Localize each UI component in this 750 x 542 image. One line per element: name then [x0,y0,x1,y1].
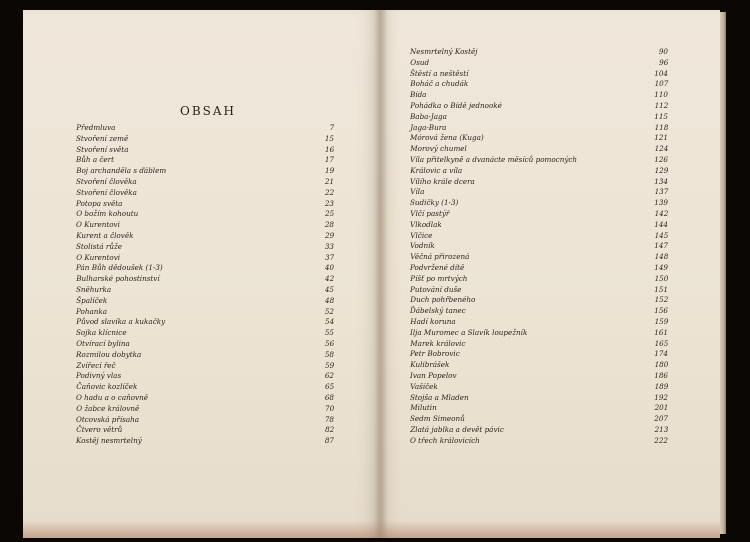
toc-entry-page-number: 134 [654,176,668,186]
toc-entry-title: Pán Bůh dědoušek (1-3) [76,263,163,273]
toc-entry-title: Stolistá růže [76,241,122,251]
toc-entry-page-number: 165 [654,338,669,348]
toc-entry-title: Špalíček [76,295,108,305]
toc-entry [410,209,668,220]
toc-entry [410,187,668,198]
toc-entry-page-number: 90 [658,47,668,56]
toc-entry [410,360,668,371]
toc-entry [410,328,668,339]
toc-entry [76,209,334,220]
toc-entry-title: Stojša a Mladen [410,392,469,402]
toc-entry [410,425,668,436]
toc-entry [76,371,334,382]
toc-entry-page-number: 121 [654,133,668,143]
toc-entry-page-number: 78 [324,414,334,424]
toc-entry-title: O Kurentovi [76,220,120,230]
toc-entry-page-number: 156 [654,306,668,316]
toc-entry-page-number: 19 [325,166,335,176]
toc-entry [410,69,668,80]
toc-entry [76,415,334,426]
toc-entry-title: Podivný vlas [76,371,122,381]
toc-entry-page-number: 213 [654,424,669,434]
toc-entry [410,371,668,382]
toc-entry [410,101,668,112]
toc-entry-title: Morový chumel [410,144,467,154]
toc-entry-page-number: 186 [654,370,668,380]
toc-entry-page-number: 159 [654,316,669,326]
toc-entry-title: Stvoření člověka [76,176,137,186]
toc-entry [410,177,668,188]
toc-entry-title: O hadu a o caňovně [76,392,148,402]
toc-entry [76,145,334,156]
toc-entry-title: Vílího krále dcera [410,176,475,186]
toc-entry-title: Ilja Muromec a Slavík loupežník [410,327,528,337]
toc-entry-page-number: 59 [325,360,335,370]
toc-entry [76,317,334,328]
toc-entry-page-number: 150 [654,273,669,283]
toc-entry-page-number: 107 [654,79,669,89]
toc-entry-page-number: 58 [324,349,334,359]
toc-entry-page-number: 149 [654,262,668,272]
toc-entry-title: Vašíček [410,381,438,391]
toc-entry-page-number: 147 [654,241,668,251]
toc-entry [76,199,334,210]
toc-entry-title: Hadí koruna [410,316,456,326]
toc-entry-title: Zvířecí řeč [76,360,116,370]
toc-entry-page-number: 42 [325,274,335,284]
toc-entry-page-number: 37 [325,252,335,262]
toc-entry [410,47,668,58]
toc-entry [410,274,668,285]
toc-entry [76,307,334,318]
toc-entry [410,123,668,134]
toc-entry [76,436,334,447]
toc-entry [410,285,668,296]
toc-entry-title: Štěstí a neštěstí [410,68,469,78]
toc-entry-title: Víla přitelkyně a dvanácte měsíců pomocných [410,154,578,164]
toc-entry-title: Boháč a chudák [410,79,469,89]
toc-entry-title: Věčná přirozená [410,252,470,262]
toc-entry-page-number: 40 [324,263,334,273]
toc-entry [410,58,668,69]
toc-entry [410,241,668,252]
toc-entry-page-number: 189 [654,381,669,391]
toc-entry-title: Píšť po mrtvých [410,273,468,283]
toc-entry-title: Královic a víla [410,165,463,175]
toc-entry-title: Předmluva [76,123,116,132]
toc-entry [410,155,668,166]
toc-entry [76,220,334,231]
toc-entry [410,263,668,274]
toc-entry [410,382,668,393]
toc-entry-title: Milutin [410,403,437,413]
toc-entry [410,198,668,209]
toc-entry-page-number: 25 [325,209,335,219]
toc-entry-title: Stvoření země [76,133,129,143]
toc-entry-title: Sedm Simeonů [410,414,465,424]
toc-entry [76,328,334,339]
toc-entry-title: Petr Bobrovic [410,349,460,359]
toc-entry-title: Vlčice [410,230,433,240]
toc-entry [410,112,668,123]
toc-entry [76,404,334,415]
toc-entry-page-number: 192 [654,392,668,402]
toc-entry-page-number: 174 [654,349,668,359]
toc-entry [410,306,668,317]
toc-entry-page-number: 21 [324,176,334,186]
toc-entry-title: Stvoření světa [76,144,129,154]
toc-entry [410,166,668,177]
toc-entry-title: Boj archanděla s ďáblem [76,166,167,176]
toc-entry-title: Kostěj nesmrtelný [76,436,142,446]
toc-entry-title: Vodník [410,241,435,251]
toc-entry [410,79,668,90]
toc-entry [410,90,668,101]
toc-entry-title: Ivan Popelov [410,370,457,380]
toc-entry [76,155,334,166]
toc-entry-page-number: 129 [654,165,669,175]
toc-entry-page-number: 29 [325,230,335,240]
toc-entry-page-number: 15 [324,133,334,143]
toc-entry [410,349,668,360]
toc-entry-title: Otcovská přísaha [76,414,140,424]
toc-entry-title: O třech královicích [410,435,480,445]
toc-entry-title: Pohádka o Bídě jednooké [410,100,502,110]
toc-entry-page-number: 144 [654,219,668,229]
toc-entry-page-number: 54 [325,317,335,327]
toc-entry-page-number: 87 [324,436,334,446]
toc-entry [410,231,668,242]
toc-entry-title: Pohanka [76,306,108,316]
toc-entry [76,231,334,242]
toc-entry-title: Nesmrtelný Kostěj [410,47,478,56]
toc-entry-page-number: 33 [324,241,334,251]
toc-entry [410,317,668,328]
toc-entry [76,134,334,145]
toc-entry [76,382,334,393]
toc-entry [410,339,668,350]
toc-entry-title: Bída [410,90,427,100]
toc-entry-page-number: 17 [324,155,334,165]
cover-edge [23,520,720,538]
toc-entry-title: Čaňovic kozlíček [76,382,138,392]
toc-entry [76,253,334,264]
toc-entry-title: Rozmilou dobytka [76,349,142,359]
toc-entry-page-number: 139 [654,198,668,208]
toc-entry-page-number: 22 [325,187,335,197]
toc-entry-title: Jaga-Bura [410,122,447,132]
toc-entry-page-number: 104 [654,68,668,78]
toc-entry-page-number: 28 [324,220,334,230]
toc-entry-page-number: 45 [324,284,334,294]
toc-entry [410,295,668,306]
toc-entry-title: Sojka klícnice [76,328,127,338]
toc-entry-page-number: 152 [654,295,669,305]
toc-entry-title: Kulibrášek [410,360,450,370]
toc-entry-title: Marek královic [410,338,466,348]
toc-entry [76,177,334,188]
toc-entry-page-number: 145 [654,230,669,240]
toc-entry-title: Vlkodlak [410,219,442,229]
toc-entry-page-number: 62 [324,371,334,381]
toc-entry [76,123,334,134]
toc-entry [76,350,334,361]
toc-entry-title: Stvoření člověka [76,187,137,197]
toc-entry-title: Ďábelský tanec [410,306,466,316]
toc-entry-title: Osud [410,57,430,67]
toc-entry-page-number: 126 [654,154,668,164]
toc-entry-page-number: 161 [654,327,668,337]
toc-entry-page-number: 7 [329,123,335,132]
toc-entry-title: Putování duše [410,284,462,294]
toc-entry-page-number: 55 [324,328,334,338]
toc-entry [76,242,334,253]
toc-entry-page-number: 48 [325,295,335,305]
toc-entry-page-number: 124 [654,144,669,154]
toc-entry-page-number: 82 [325,425,335,435]
toc-entry [76,296,334,307]
toc-entry [76,425,334,436]
toc-entry [76,339,334,350]
toc-entry-page-number: 68 [324,392,334,402]
toc-entry-title: Víla [410,187,425,197]
toc-entry-page-number: 52 [324,306,334,316]
toc-entry [76,263,334,274]
toc-entry [76,274,334,285]
toc-entry-title: Sudičky (1-3) [410,198,459,208]
toc-entry [410,220,668,231]
toc-entry-title: Vlčí pastýř [410,208,450,218]
contents-heading: OBSAH [180,104,237,118]
toc-entry [410,436,668,447]
toc-entry-page-number: 23 [324,198,334,208]
toc-entry [76,393,334,404]
toc-entry-title: Bůh a čert [76,155,114,165]
toc-entry-title: Kurent a člověk [76,230,134,240]
toc-entry-page-number: 222 [654,435,668,445]
toc-entry-page-number: 207 [654,414,668,424]
toc-entry [410,252,668,263]
page-edge [720,12,726,534]
toc-entry [410,393,668,404]
toc-entry-title: Čtvero větrů [76,425,123,435]
toc-entry [76,166,334,177]
toc-entry [410,133,668,144]
toc-entry-page-number: 148 [654,252,669,262]
toc-entry-page-number: 118 [654,122,669,132]
toc-entry-title: O božím kohoutu [76,209,139,219]
toc-entry [76,188,334,199]
toc-entry-title: Sněhurka [76,284,112,294]
toc-entry-title: Původ slavíka a kukačky [76,317,166,327]
toc-entry-title: Podvržené dítě [410,262,465,272]
toc-entry [410,414,668,425]
toc-entry-page-number: 112 [654,100,669,110]
toc-entry-page-number: 70 [325,403,335,413]
toc-entry-title: Baba-Jaga [410,111,447,121]
toc-entry [410,144,668,155]
toc-entry-page-number: 137 [654,187,669,197]
toc-entry-page-number: 201 [654,403,669,413]
toc-entry-title: Potopa světa [76,198,123,208]
toc-entry-title: Duch pohřbeného [410,295,476,305]
toc-entry-page-number: 115 [654,111,668,121]
book-gutter [374,10,388,538]
toc-entry-title: Mórová žena (Kuga) [410,133,484,143]
toc-entry [76,361,334,372]
toc-entry [76,285,334,296]
toc-entry-page-number: 56 [325,338,335,348]
toc-right-list [410,47,668,446]
toc-entry-title: O žabce královně [76,403,140,413]
toc-left-list [76,123,334,447]
toc-entry-page-number: 142 [654,208,669,218]
toc-entry-page-number: 65 [325,382,335,392]
toc-entry-page-number: 151 [654,284,668,294]
toc-entry-title: Bulharské pohostinství [76,274,160,284]
toc-entry-page-number: 180 [654,360,669,370]
toc-entry-title: Zlatá jablka a devět pávic [410,424,504,434]
toc-entry-page-number: 16 [325,144,335,154]
toc-entry [410,403,668,414]
toc-entry-title: O Kurentovi [76,252,121,262]
toc-entry-page-number: 96 [659,57,669,67]
toc-entry-page-number: 110 [654,90,668,100]
toc-entry-title: Otvírací bylina [76,338,130,348]
